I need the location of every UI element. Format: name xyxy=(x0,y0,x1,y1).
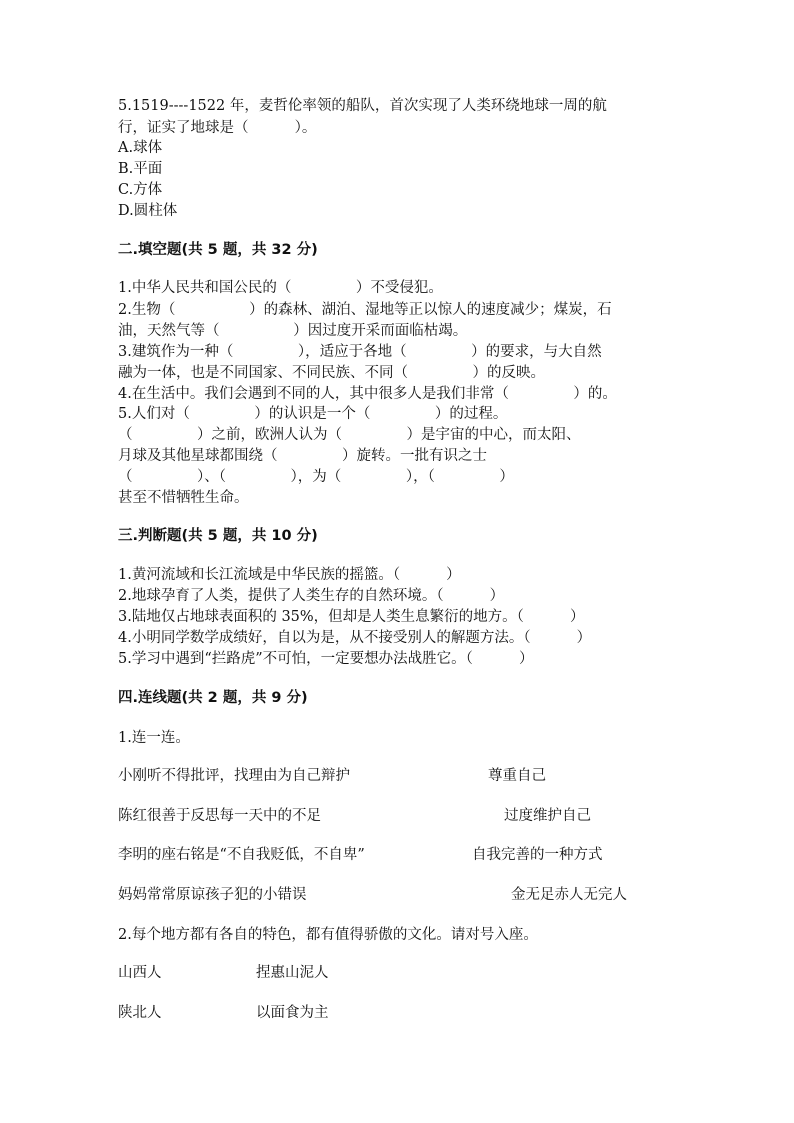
section2-line-7: 5.人们对（ ）的认识是一个（ ）的过程。 xyxy=(118,406,508,422)
match-left-1: 小刚听不得批评，找理由为自己辩护 xyxy=(118,768,350,784)
q5-option-b: B.平面 xyxy=(118,161,163,177)
q5-option-d: D.圆柱体 xyxy=(118,203,178,219)
section3-line-4: 4.小明同学数学成绩好，自以为是，从不接受别人的解题方法。（ ） xyxy=(118,630,592,646)
section2-line-4: 3.建筑作为一种（ ），适应于各地（ ）的要求，与大自然 xyxy=(118,344,602,360)
section3-heading: 三.判断题(共 5 题，共 10 分) xyxy=(118,528,318,544)
match-right-3: 自我完善的一种方式 xyxy=(472,847,603,863)
section2-line-3: 油，天然气等（ ）因过度开采而面临枯竭。 xyxy=(118,323,468,339)
section2-line-2: 2.生物（ ）的森林、湖泊、湿地等正以惊人的速度减少；煤炭，石 xyxy=(118,302,612,318)
section2-line-5: 融为一体，也是不同国家、不同民族、不同（ ）的反映。 xyxy=(118,365,546,381)
q5-line-1: 5.1519----1522 年，麦哲伦率领的船队，首次实现了人类环绕地球一周的航 xyxy=(118,98,607,114)
q5-option-c: C.方体 xyxy=(118,182,163,198)
match2-right-2: 以面食为主 xyxy=(256,1005,329,1021)
match-left-3: 李明的座右铭是“不自我贬低，不自卑” xyxy=(118,847,365,863)
match-left-2: 陈红很善于反思每一天中的不足 xyxy=(118,808,321,824)
section4-heading: 四.连线题(共 2 题，共 9 分) xyxy=(118,690,308,706)
match-right-1: 尊重自己 xyxy=(488,768,546,784)
section2-line-1: 1.中华人民共和国公民的（ ）不受侵犯。 xyxy=(118,280,443,296)
section3-line-1: 1.黄河流域和长江流域是中华民族的摇篮。（ ） xyxy=(118,567,461,583)
match2-left-2: 陕北人 xyxy=(118,1005,162,1021)
section3-line-2: 2.地球孕育了人类，提供了人类生存的自然环境。（ ） xyxy=(118,588,505,604)
section2-line-8: （ ）之前，欧洲人认为（ ）是宇宙的中心，而太阳、 xyxy=(118,427,581,443)
match-left-4: 妈妈常常原谅孩子犯的小错误 xyxy=(118,887,307,903)
section4-q2-title: 2.每个地方都有各自的特色，都有值得骄傲的文化。请对号入座。 xyxy=(118,927,538,943)
match-right-2: 过度维护自己 xyxy=(504,808,591,824)
section4-q1-title: 1.连一连。 xyxy=(118,730,190,746)
match-right-4: 金无足赤人无完人 xyxy=(511,887,627,903)
match2-left-1: 山西人 xyxy=(118,965,162,981)
section2-line-11: 甚至不惜牺牲生命。 xyxy=(118,490,249,506)
section2-line-6: 4.在生活中。我们会遇到不同的人，其中很多人是我们非常（ ）的。 xyxy=(118,386,617,402)
match2-right-1: 捏惠山泥人 xyxy=(256,965,329,981)
section2-heading: 二.填空题(共 5 题，共 32 分) xyxy=(118,242,318,258)
q5-option-a: A.球体 xyxy=(118,140,163,156)
section3-line-3: 3.陆地仅占地球表面积的 35%，但却是人类生息繁衍的地方。（ ） xyxy=(118,609,585,625)
q5-line-2: 行，证实了地球是（ ）。 xyxy=(118,120,317,136)
section3-line-5: 5.学习中遇到“拦路虎”不可怕，一定要想办法战胜它。（ ） xyxy=(118,651,534,667)
section2-line-10: （ ）、（ ），为（ ），（ ） xyxy=(118,469,514,485)
section2-line-9: 月球及其他星球都围绕（ ）旋转。一批有识之士 xyxy=(118,448,488,464)
